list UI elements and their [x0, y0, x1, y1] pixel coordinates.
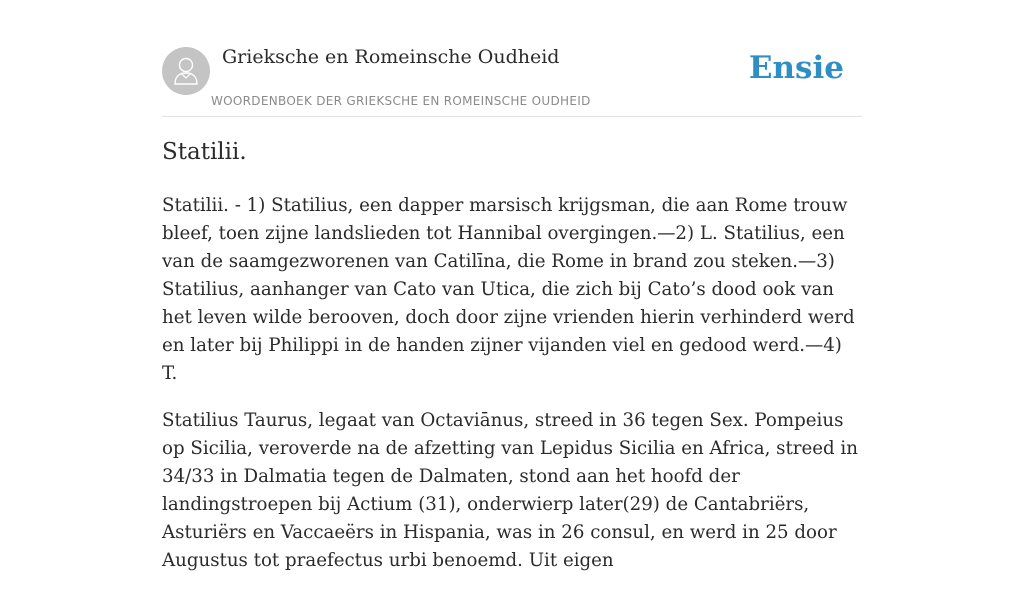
- entry-title: Statilii.: [162, 139, 247, 165]
- entry-paragraph: Statilius Taurus, legaat van Octaviānus, streed in 36 tegen Sex. Pompeius op Sicilia, veroverde na de afzetting van Lepidus Sicilia en Africa, streed in 34/33 in Dalmatia tegen de Dalmaten, stond aan het hoofd der landingstroepen bij Actium (31), onderwierp later(29) de Cantabriërs, Asturiërs en Vaccaeërs in Hispania, was in 26 consul, en werd in 25 door Augustus tot praefectus urbi benoemd. Uit eigen: [162, 410, 858, 571]
- entry-paragraph: Statilii. - 1) Statilius, een dapper marsisch krijgsman, die aan Rome trouw bleef, toen zijne landslieden tot Hannibal overgingen.—2) L. Statilius, een van de saamgezworenen van Catilīna, die Rome in brand zou steken.—3) Statilius, aanhanger van Cato van Utica, die zich bij Cato’s dood ook van het leven wilde berooven, doch door zijne vrienden hierin verhinderd werd en later bij Philippi in de handen zijner vijanden viel en gedood werd.—4) T.: [162, 195, 855, 384]
- entry-content: [162, 192, 862, 594]
- dictionary-subtitle-link[interactable]: WOORDENBOEK DER GRIEKSCHE EN ROMEINSCHE OUDHEID: [211, 94, 591, 108]
- dictionary-header: [162, 44, 862, 117]
- user-avatar-icon: [173, 56, 199, 86]
- dictionary-avatar[interactable]: [162, 47, 210, 95]
- dictionary-title-link[interactable]: Grieksche en Romeinsche Oudheid: [222, 46, 560, 68]
- ensie-logo-link[interactable]: Ensie: [748, 50, 844, 86]
